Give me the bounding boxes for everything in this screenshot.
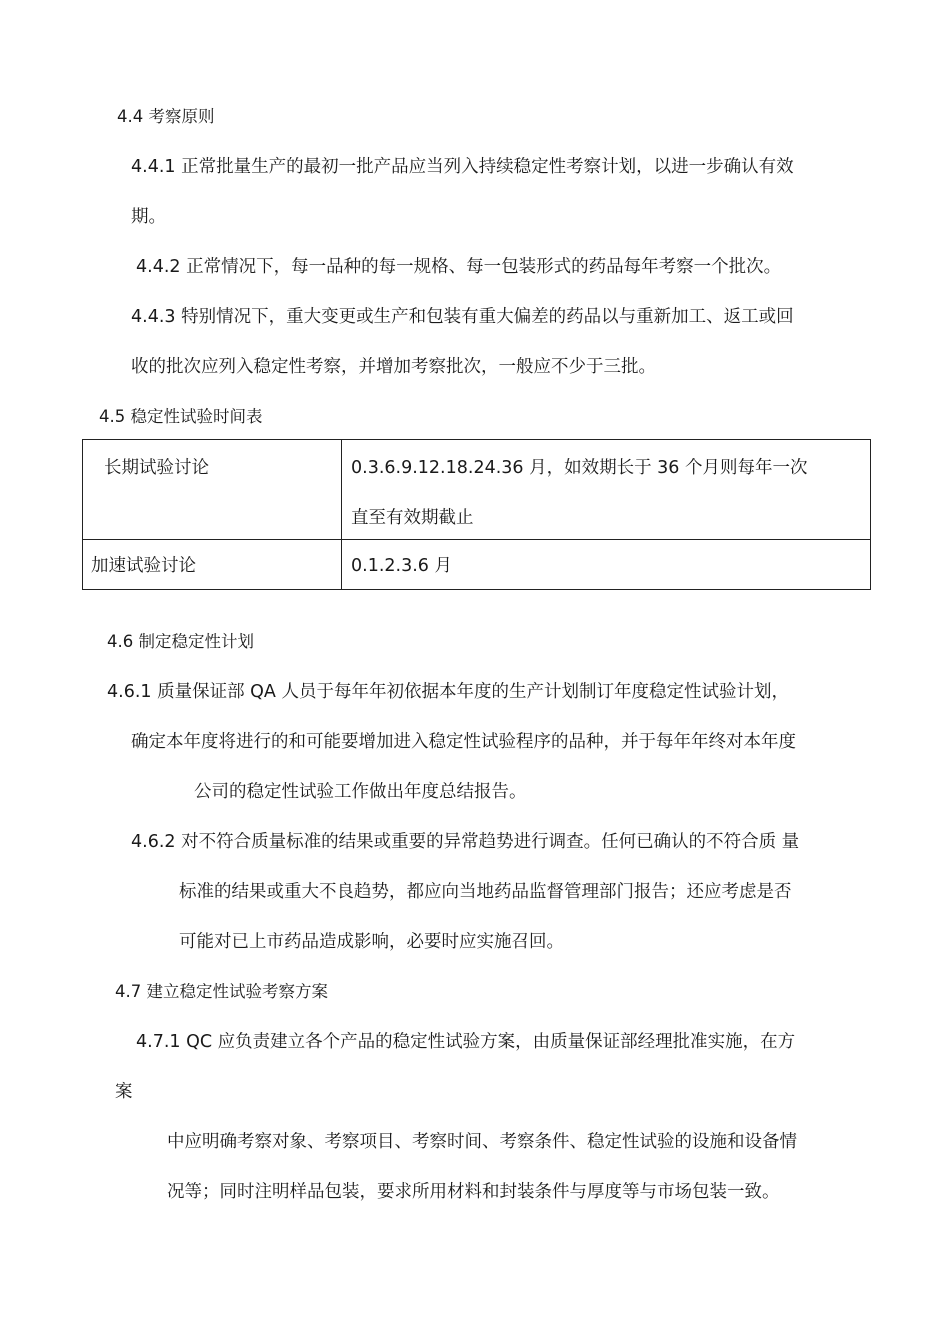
table-row: [83, 440, 871, 540]
table-cell-label: [83, 440, 342, 540]
section-4-7-title: 4.7 建立稳定性试验考察方案: [115, 982, 328, 1001]
para-4-4-2: 4.4.2 正常情况下，每一品种的每一规格、每一包装形式的药品每年考察一个批次。: [136, 257, 782, 277]
section-4-6-title: 4.6 制定稳定性计划: [107, 632, 254, 651]
para-4-4-1-line1: 4.4.1 正常批量生产的最初一批产品应当列入持续稳定性考察计划，以进一步确认有效: [131, 157, 794, 177]
para-4-7-1-line1: 4.7.1 QC 应负责建立各个产品的稳定性试验方案，由质量保证部经理批准实施，在方: [136, 1032, 796, 1052]
row-value-long-term-line1: 0.3.6.9.12.18.24.36 月，如效期长于 36 个月则每年一次: [351, 458, 808, 478]
para-4-6-1-line1: 4.6.1 质量保证部 QA 人员于每年年初依据本年度的生产计划制订年度稳定性试验计划，: [107, 682, 789, 702]
para-4-6-1-line3: 公司的稳定性试验工作做出年度总结报告。: [194, 782, 527, 802]
para-4-6-2-line1: 4.6.2 对不符合质量标准的结果或重要的异常趋势进行调查。任何已确认的不符合质 量: [131, 832, 800, 852]
para-4-7-1-line3: 中应明确考察对象、考察项目、考察时间、考察条件、稳定性试验的设施和设备情: [167, 1132, 797, 1152]
para-4-4-3-line1: 4.4.3 特别情况下，重大变更或生产和包装有重大偏差的药品以与重新加工、返工或回: [131, 307, 794, 327]
para-4-7-1-line4: 况等；同时注明样品包装，要求所用材料和封装条件与厚度等与市场包装一致。: [167, 1182, 780, 1202]
section-4-4-title: 4.4 考察原则: [117, 107, 215, 126]
para-4-6-1-line2: 确定本年度将进行的和可能要增加进入稳定性试验程序的品种，并于每年年终对本年度: [131, 732, 796, 752]
stability-schedule-table: [82, 439, 871, 590]
row-value-long-term-line2: 直至有效期截止: [351, 508, 474, 528]
row-label-accelerated: 加速试验讨论: [91, 556, 196, 576]
para-4-4-1-line2: 期。: [131, 207, 166, 227]
row-label-long-term: 长期试验讨论: [104, 458, 209, 478]
table-cell-value: [342, 440, 871, 540]
row-value-accelerated: 0.1.2.3.6 月: [351, 556, 452, 576]
table-row: [83, 540, 871, 590]
table-cell-label: [83, 540, 342, 590]
para-4-4-3-line2: 收的批次应列入稳定性考察，并增加考察批次，一般应不少于三批。: [131, 357, 656, 377]
para-4-6-2-line3: 可能对已上市药品造成影响，必要时应实施召回。: [179, 932, 564, 952]
table-cell-value: [342, 540, 871, 590]
section-4-5-title: 4.5 稳定性试验时间表: [99, 407, 263, 426]
para-4-7-1-line2: 案: [115, 1082, 133, 1102]
para-4-6-2-line2: 标准的结果或重大不良趋势，都应向当地药品监督管理部门报告；还应考虑是否: [179, 882, 792, 902]
